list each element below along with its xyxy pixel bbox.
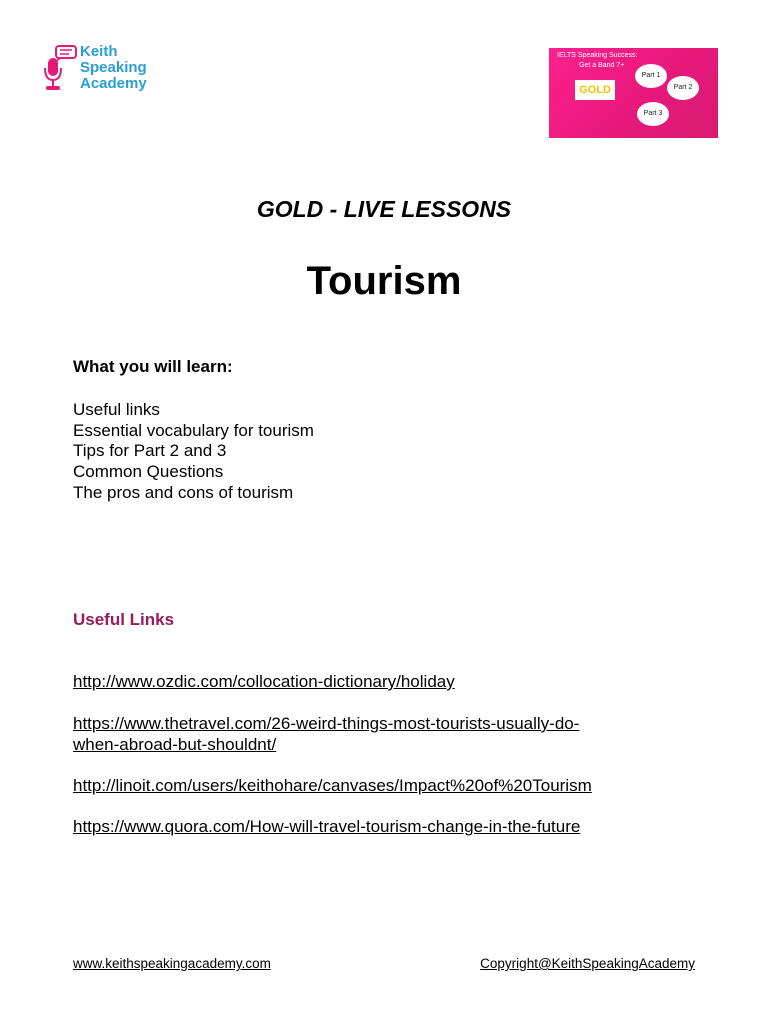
link-quora[interactable] <box>73 817 580 838</box>
learn-item: Essential vocabulary for tourism <box>73 420 314 440</box>
page-title: Tourism <box>306 259 462 303</box>
logo-line-academy: Academy <box>80 75 147 92</box>
useful-links-heading: Useful Links <box>73 610 175 629</box>
link-thetravel[interactable] <box>73 714 579 755</box>
academy-logo[interactable] <box>42 44 172 96</box>
link-linoit-text: http://linoit.com/users/keithohare/canvases/Impact%20of%20Tourism <box>73 776 592 795</box>
gold-course-banner <box>549 48 718 138</box>
logo-wordmark <box>80 44 147 92</box>
learn-heading: What you will learn: <box>73 357 233 376</box>
gold-badge: GOLD <box>575 80 615 100</box>
link-thetravel-line-1: https://www.thetravel.com/26-weird-things-most-tourists-usually-do- <box>73 714 580 733</box>
learn-item: Useful links <box>73 400 160 419</box>
banner-line-2: Get a Band 7+ <box>579 62 625 69</box>
microphone-chat-icon <box>42 44 82 94</box>
footer-website-link[interactable]: www.keithspeakingacademy.com <box>73 956 271 971</box>
link-quora-text: https://www.quora.com/How-will-travel-tourism-change-in-the-future <box>73 817 581 836</box>
logo-line-keith: Keith <box>80 43 118 60</box>
footer-copyright-link[interactable]: Copyright@KeithSpeakingAcademy <box>480 956 695 971</box>
link-ozdic-text: http://www.ozdic.com/collocation-dictionary/holiday <box>73 672 455 691</box>
learn-item: Common Questions <box>73 462 224 482</box>
link-ozdic[interactable] <box>73 672 455 693</box>
learn-list <box>73 400 314 504</box>
speech-bubble-part-3: Part 3 <box>637 102 669 126</box>
lesson-series-subtitle: GOLD - LIVE LESSONS <box>256 196 512 222</box>
link-linoit[interactable] <box>73 776 592 797</box>
learn-item: The pros and cons of tourism <box>73 482 294 502</box>
learn-item: Tips for Part 2 and 3 <box>73 441 227 461</box>
speech-bubble-part-2: Part 2 <box>667 76 699 100</box>
link-thetravel-line-2: when-abroad-but-shouldnt/ <box>73 734 277 754</box>
speech-bubble-part-1: Part 1 <box>635 64 667 88</box>
logo-line-speaking: Speaking <box>80 59 147 76</box>
banner-line-1: IELTS Speaking Success: <box>557 52 638 59</box>
